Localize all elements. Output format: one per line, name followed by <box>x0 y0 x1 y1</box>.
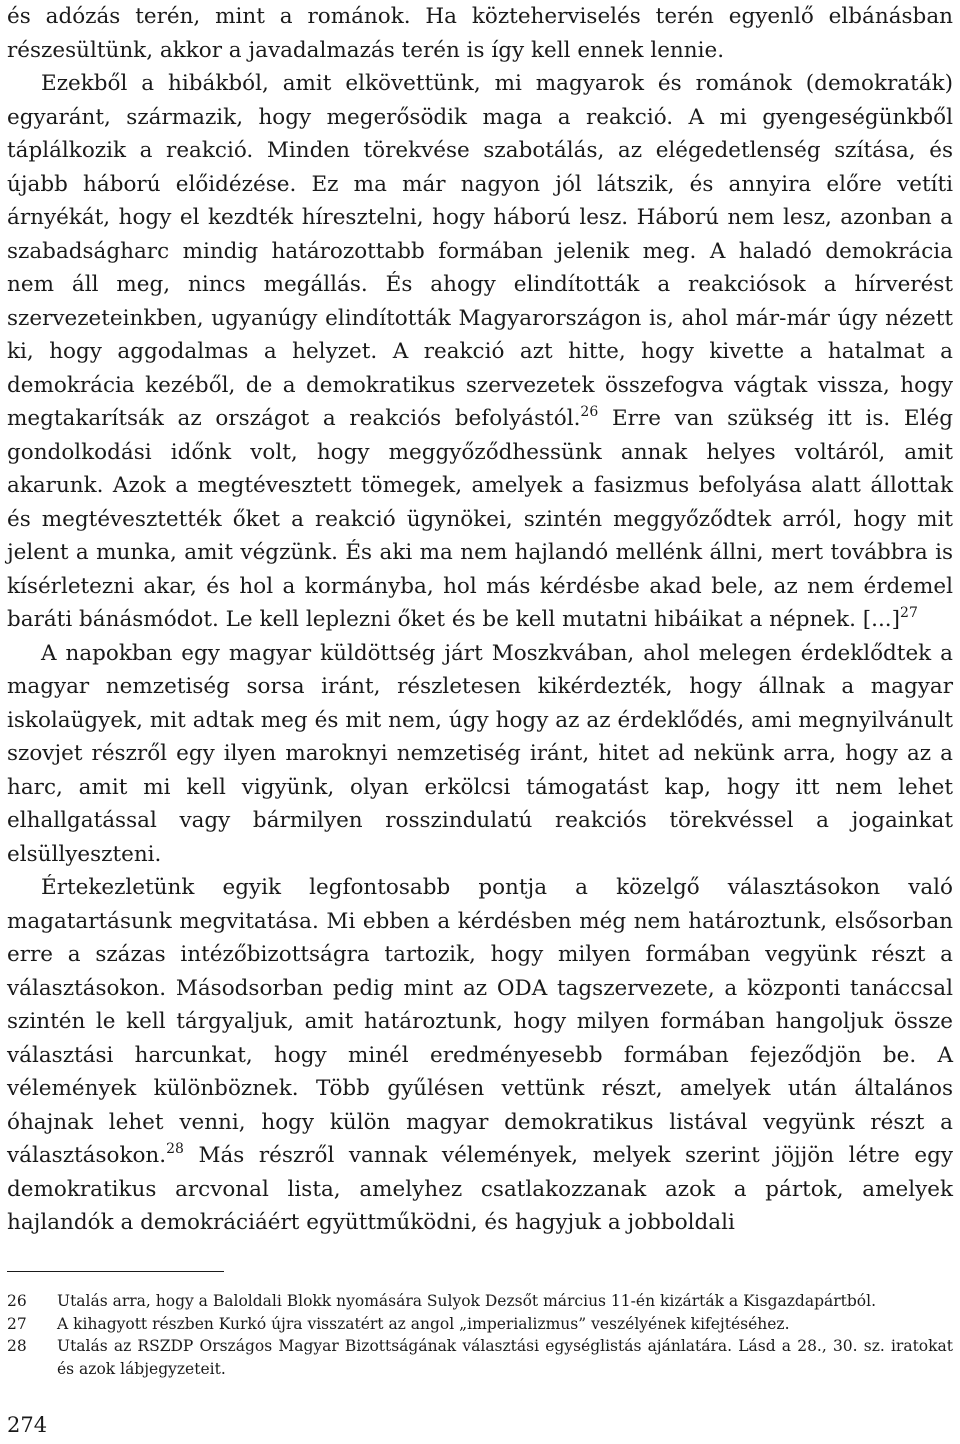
footnote-number: 26 <box>7 1292 27 1310</box>
paragraph-1 <box>7 0 953 67</box>
footnote-divider <box>7 1271 224 1272</box>
body-text <box>7 0 953 1240</box>
paragraph-4-text-a: Értekezletünk egyik legfontosabb pontja a közelgő választásokon való magatartásunk megvitatása. Mi ebben a kérdésben még nem határoztunk, elsősorban erre a százas intézőbizottságra tartozik, hogy milyen formában vegyünk részt a választásokon. Másodsorban pedig mint az ODA tagszervezete, a központi tanáccsal szintén le kell tárgyaljuk, amit határoztunk, hogy milyen formában hangoljuk össze választási harcunkat, hogy minél eredményesebb formában fejeződjön be. A vélemények különböznek. Több gyűlésen vettünk részt, amelyek után általános óhajnak lehet venni, hogy külön magyar demokratikus listával vegyünk részt a választásokon. <box>7 875 953 1168</box>
footnote-26 <box>7 1290 953 1313</box>
footnote-number: 28 <box>7 1337 27 1355</box>
footnote-ref-28[interactable]: 28 <box>166 1141 184 1157</box>
paragraph-2-text-a: Ezekből a hibákból, amit elkövettünk, mi magyarok és románok (demokraták) egyaránt, származik, hogy megerősödik maga a reakció. A mi gyengeségünkből táplálkozik a reakció. Minden törekvése szabotálás, az elégedetlenség szítása, és újabb háború előidézése. Ez ma már nagyon jól látszik, és annyira előre vetíti árnyékát, hogy el kezdték híresztelni, hogy háború lesz. Háború nem lesz, azonban a szabadságharc mindig határozottabb formában jelenik meg. A haladó demokrácia nem áll meg, nincs megállás. És ahogy elindították a reakciósok a hírverést szervezeteinkben, ugyanúgy elindították Magyarországon is, ahol már-már úgy nézett ki, hogy aggodalmas a helyzet. A reakció azt hitte, hogy kivette a hatalmat a demokrácia kezéből, de a demokratikus szervezetek összefogva vágtak vissza, hogy megtakarítsák az országot a reakciós befolyástól. <box>7 71 953 431</box>
footnote-28 <box>7 1335 953 1380</box>
footnote-ref-26[interactable]: 26 <box>580 404 599 420</box>
footnotes <box>7 1290 953 1380</box>
footnote-text: A kihagyott részben Kurkó újra visszatért az angol „imperializmus” veszélyének kifejtéséhez. <box>57 1314 790 1333</box>
paragraph-1-text: és adózás terén, mint a románok. Ha közteherviselés terén egyenlő elbánásban részesültünk, akkor a javadalmazás terén is így kell ennek lennie. <box>7 4 953 63</box>
page-number: 274 <box>7 1413 48 1437</box>
paragraph-3-text: A napokban egy magyar küldöttség járt Moszkvában, ahol melegen érdeklődtek a magyar nemzetiség sorsa iránt, részletesen kikérdezték, hogy állnak a magyar iskolaügyek, mit adtak meg és mit nem, úgy hogy az az érdeklődés, ami megnyilvánult szovjet részről egy ilyen maroknyi nemzetiség iránt, hitet ad nekünk arra, hogy az a harc, amit mi kell vigyünk, olyan erkölcsi támogatást kap, hogy itt nem lehet elhallgatással vagy bármilyen rosszindulatú reakciós törekvéssel a jogainkat elsüllyeszteni. <box>7 640 953 867</box>
footnote-text: Utalás az RSZDP Országos Magyar Bizottságának választási egységlistás ajánlatára. Lásd a 28., 30. sz. iratokat és azok lábjegyzeteit. <box>57 1337 953 1378</box>
footnote-text: Utalás arra, hogy a Baloldali Blokk nyomására Sulyok Dezsőt március 11-én kizárták a Kisgazdapártból. <box>57 1292 877 1310</box>
paragraph-4-text-b: Más részről vannak vélemények, melyek szerint jöjjön létre egy demokratikus arcvonal lista, amelyhez csatlakozzanak azok a pártok, amelyek hajlandók a demokráciáért együttműködni, és hagyjuk a jobboldali <box>7 1143 953 1235</box>
footnote-ref-27[interactable]: 27 <box>900 605 918 621</box>
paragraph-3 <box>7 637 953 872</box>
footnote-27 <box>7 1313 953 1336</box>
page <box>7 0 953 1240</box>
paragraph-4 <box>7 871 953 1240</box>
paragraph-2 <box>7 67 953 637</box>
paragraph-2-text-b: Erre van szükség itt is. Elég gondolkodási időnk volt, hogy meggyőződhessünk annak helyes voltáról, amit akarunk. Azok a megtévesztett tömegek, amelyek a fasizmus befolyása alatt állottak és megtévesztették őket a reakció ügynökei, szintén meggyőződtek arról, hogy mit jelent a munka, amit végzünk. És aki ma nem hajlandó mellénk állni, mert továbbra is kísérletezni akar, és hol a kormányba, hol más kérdésbe akad bele, az nem érdemel baráti bánásmódot. Le kell leplezni őket és be kell mutatni hibáikat a népnek. [...] <box>7 406 953 632</box>
footnote-number: 27 <box>7 1314 27 1333</box>
